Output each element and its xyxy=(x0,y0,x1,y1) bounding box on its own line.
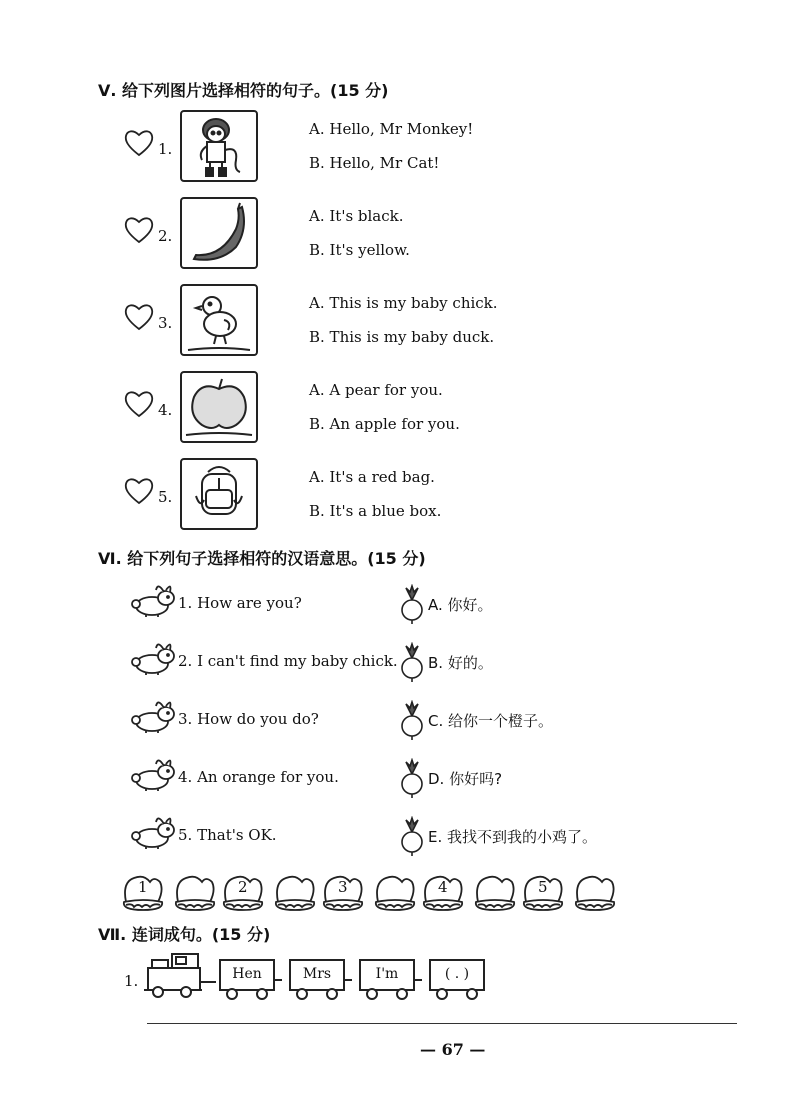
radish-icon xyxy=(398,642,426,686)
option-b: B. This is my baby duck. xyxy=(309,328,495,346)
picture-item-number: 4. xyxy=(158,401,173,419)
train-engine-icon xyxy=(144,954,202,997)
option-a: A. It's black. xyxy=(309,207,404,225)
picture-item-number: 1. xyxy=(158,140,173,158)
rabbit-icon xyxy=(126,816,176,854)
picture-item-number: 3. xyxy=(158,314,173,332)
banana-icon xyxy=(180,197,258,269)
mitten-answer-box[interactable] xyxy=(518,872,568,916)
option-b: B. An apple for you. xyxy=(309,415,460,433)
radish-icon xyxy=(398,816,426,860)
mitten-answer-box[interactable] xyxy=(418,872,468,916)
option-a: A. A pear for you. xyxy=(309,381,443,399)
page-number: — 67 — xyxy=(420,1040,486,1059)
english-sentence: 1. How are you? xyxy=(178,594,302,612)
wagon-word: Mrs xyxy=(302,966,332,982)
chick-icon xyxy=(180,284,258,356)
option-a: A. Hello, Mr Monkey! xyxy=(309,120,474,138)
radish-icon xyxy=(398,584,426,628)
mitten-number: 2 xyxy=(238,878,248,896)
mitten-icon xyxy=(470,872,520,916)
chinese-meaning: B. 好的。 xyxy=(428,654,493,672)
mitten-answer-box[interactable] xyxy=(218,872,268,916)
section-7-heading: Ⅶ. 连词成句。(15 分) xyxy=(98,925,271,944)
answer-heart-icon xyxy=(123,302,155,336)
mitten-icon xyxy=(170,872,220,916)
mitten-answer-box[interactable] xyxy=(118,872,168,916)
wagon-word: ( . ) xyxy=(444,966,470,982)
rabbit-icon xyxy=(126,642,176,680)
wagon-word: I'm xyxy=(375,966,399,982)
english-sentence: 2. I can't find my baby chick. xyxy=(178,652,398,670)
rabbit-icon xyxy=(126,584,176,622)
mitten-number: 1 xyxy=(138,878,148,896)
answer-heart-icon xyxy=(123,476,155,510)
mitten-number: 3 xyxy=(338,878,348,896)
mitten-number: 5 xyxy=(538,878,548,896)
section-6-heading: Ⅵ. 给下列句子选择相符的汉语意思。(15 分) xyxy=(98,549,426,568)
answer-heart-icon xyxy=(123,128,155,162)
mitten-number: 4 xyxy=(438,878,448,896)
chinese-meaning: A. 你好。 xyxy=(428,596,493,614)
rabbit-icon xyxy=(126,758,176,796)
answer-heart-icon xyxy=(123,389,155,423)
chinese-meaning: C. 给你一个橙子。 xyxy=(428,712,554,730)
radish-icon xyxy=(398,758,426,802)
footer-rule xyxy=(147,1023,737,1024)
mitten-icon xyxy=(570,872,620,916)
bag-icon xyxy=(180,458,258,530)
option-b: B. Hello, Mr Cat! xyxy=(309,154,440,172)
section-5-heading: Ⅴ. 给下列图片选择相符的句子。(15 分) xyxy=(98,81,389,100)
option-b: B. It's a blue box. xyxy=(309,502,442,520)
mitten-answer-box[interactable] xyxy=(318,872,368,916)
mitten-icon xyxy=(270,872,320,916)
english-sentence: 5. That's OK. xyxy=(178,826,277,844)
radish-icon xyxy=(398,700,426,744)
answer-heart-icon xyxy=(123,215,155,249)
mitten-icon xyxy=(370,872,420,916)
english-sentence: 3. How do you do? xyxy=(178,710,319,728)
english-sentence: 4. An orange for you. xyxy=(178,768,339,786)
option-a: A. It's a red bag. xyxy=(309,468,435,486)
option-b: B. It's yellow. xyxy=(309,241,410,259)
chinese-meaning: E. 我找不到我的小鸡了。 xyxy=(428,828,598,846)
picture-item-number: 2. xyxy=(158,227,173,245)
train-item-number: 1. xyxy=(124,972,139,990)
chinese-meaning: D. 你好吗? xyxy=(428,770,503,788)
monkey-icon xyxy=(180,110,258,182)
wagon-word: Hen xyxy=(232,966,262,982)
picture-item-number: 5. xyxy=(158,488,173,506)
option-a: A. This is my baby chick. xyxy=(309,294,498,312)
apple-icon xyxy=(180,371,258,443)
rabbit-icon xyxy=(126,700,176,738)
